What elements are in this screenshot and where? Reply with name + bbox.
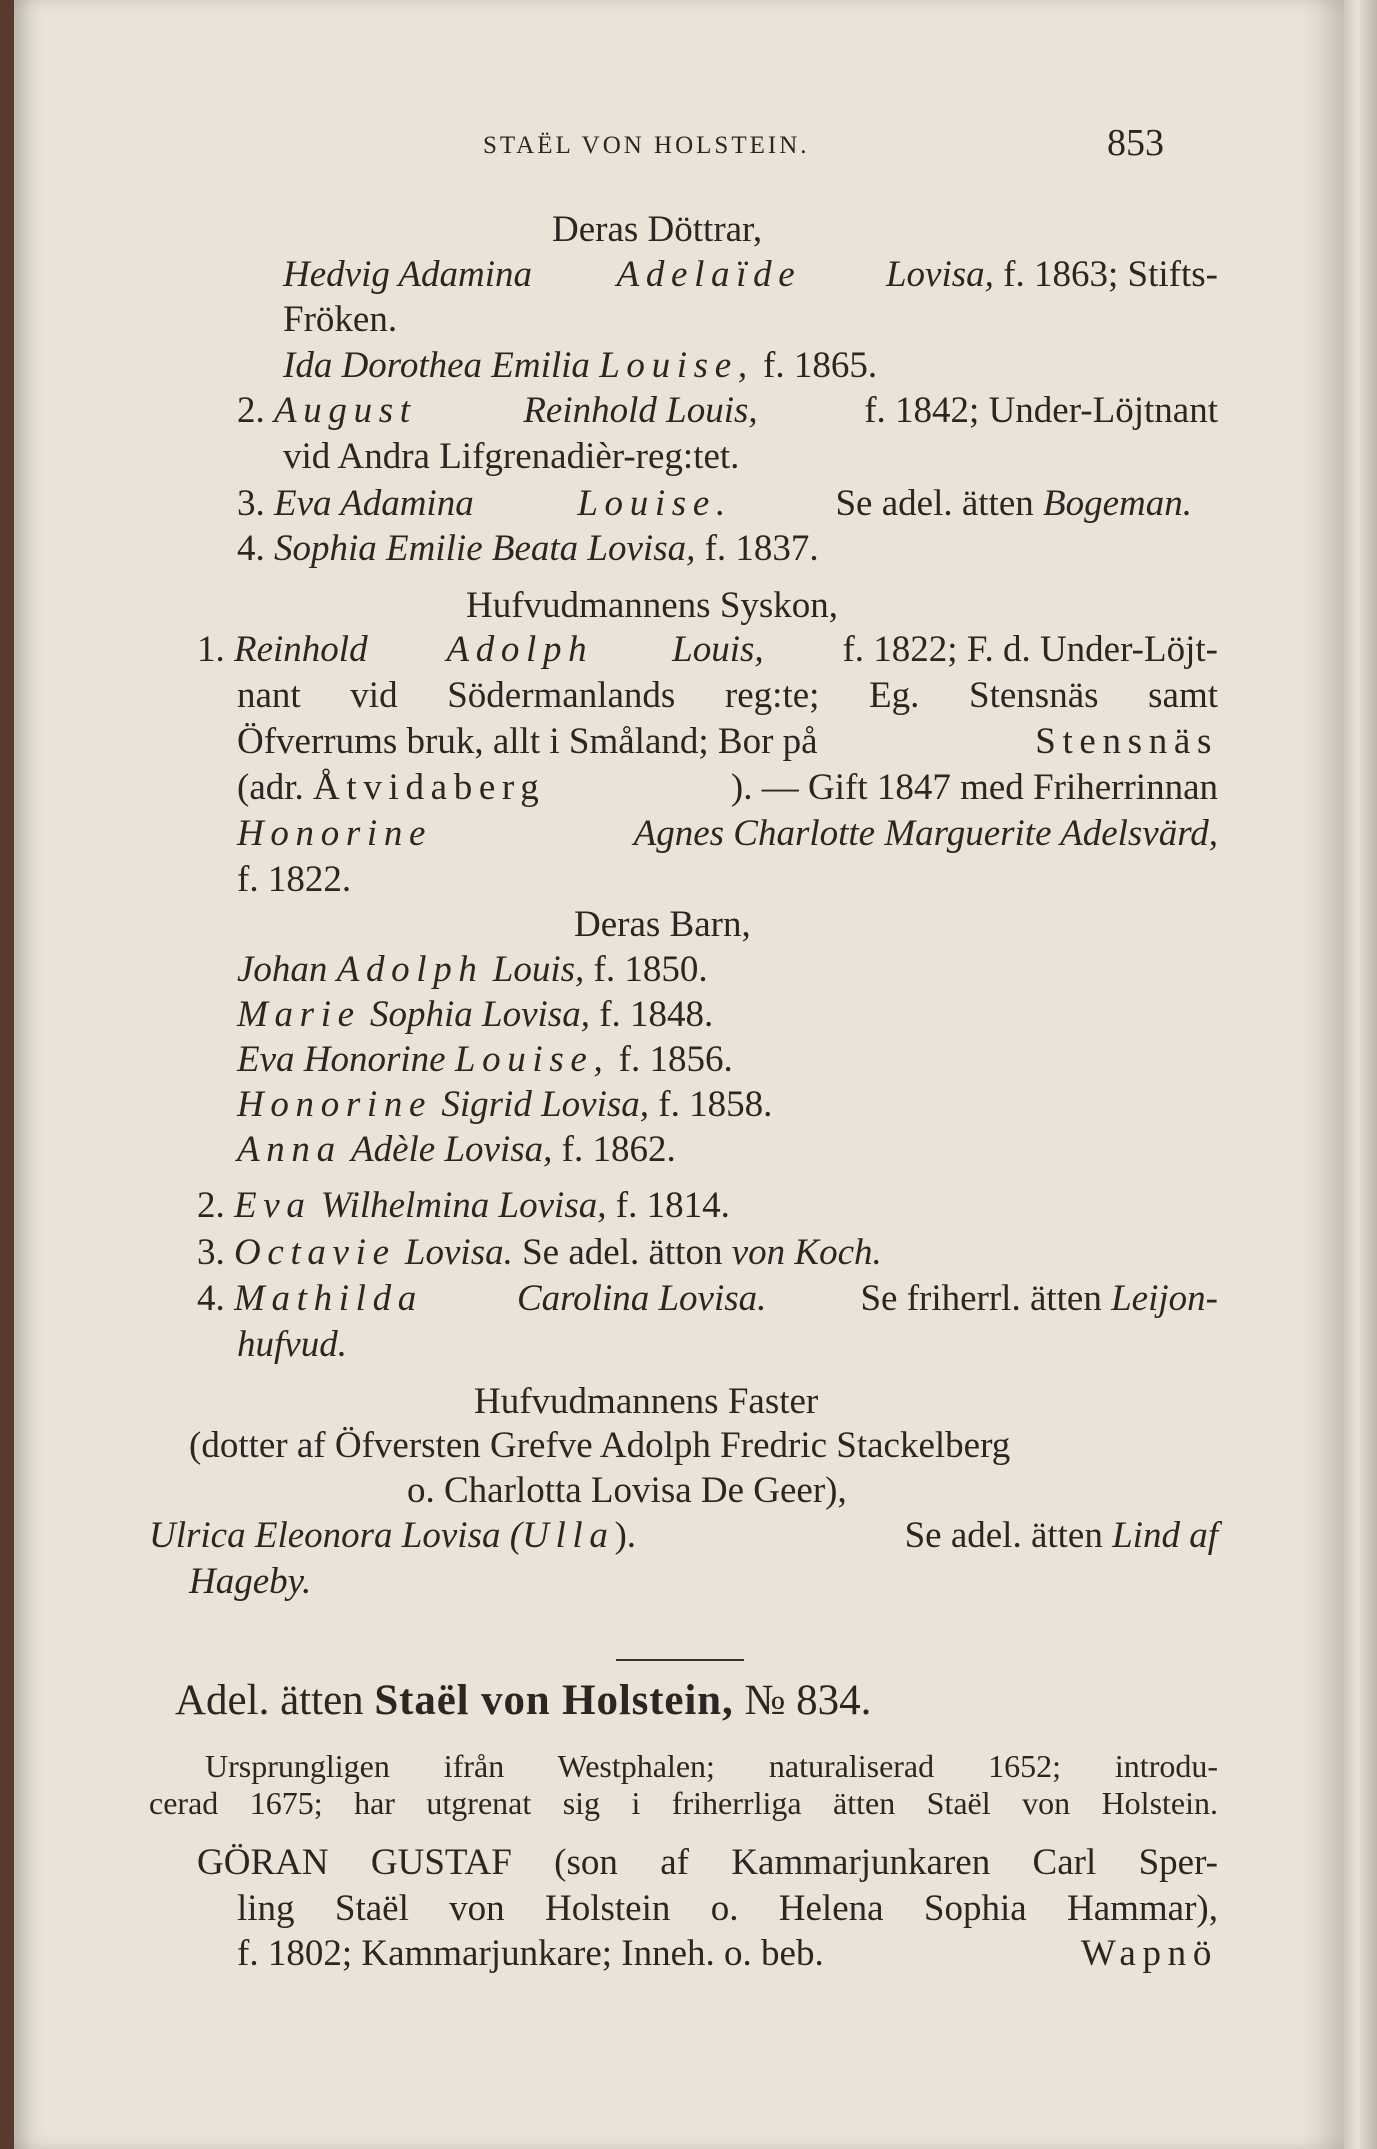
place-name: Åtvidaberg: [313, 767, 546, 808]
text-line: [237, 1935, 1218, 1972]
text-segment: f. 1837.: [695, 528, 819, 569]
text-line: [149, 1517, 1218, 1554]
list-number: 3.: [237, 483, 274, 524]
text-segment: f. 1822; F. d. Under-Löjt-: [842, 629, 1218, 670]
text-line: Hageby.: [189, 1561, 312, 1602]
section-heading-children: Deras Barn,: [574, 904, 751, 945]
list-number: 2.: [237, 390, 274, 431]
text-line: [237, 530, 819, 567]
person-name: Octavie: [234, 1232, 396, 1273]
person-name: Ulla: [522, 1515, 615, 1556]
family-title: Staël von Holstein,: [374, 1677, 734, 1724]
person-name: Adelaïde: [616, 254, 802, 295]
person-name: Louise,: [599, 345, 754, 386]
person-name: Adèle Lovisa,: [351, 1129, 553, 1170]
person-name: Wilhelmina Lovisa,: [320, 1185, 607, 1226]
person-name: Lovisa.: [404, 1232, 513, 1273]
text-segment: f. 1862.: [552, 1129, 676, 1170]
person-name: Eva Adamina: [274, 483, 474, 524]
text-line: [197, 1280, 1218, 1317]
text-line: [237, 392, 1218, 429]
list-number: 4.: [237, 528, 274, 569]
person-name: Sophia Emilie Beata Lovisa,: [274, 528, 696, 569]
list-number: 4.: [197, 1278, 234, 1319]
person-name: Sigrid Lovisa,: [441, 1084, 649, 1125]
text-line: [237, 485, 1192, 522]
text-line: [237, 951, 708, 988]
section-divider: [616, 1659, 744, 1661]
person-name: Adolph: [446, 629, 594, 670]
person-name: Anna: [237, 1129, 342, 1170]
text-segment: f. 1856.: [609, 1039, 733, 1080]
text-line: [197, 631, 1218, 668]
page-number: 853: [1107, 122, 1164, 164]
text-segment: Öfverrums bruk, allt i Småland; Bor på: [237, 721, 818, 762]
person-name: Eva Honorine: [237, 1039, 446, 1080]
person-name: Reinhold Louis,: [523, 390, 758, 431]
person-name: Hedvig Adamina: [283, 254, 533, 295]
text-line: [237, 996, 713, 1033]
list-number: 3.: [197, 1232, 234, 1273]
person-name: Sophia Lovisa,: [369, 994, 590, 1035]
person-name: Louise,: [454, 1039, 610, 1080]
text-segment: f. 1814.: [606, 1185, 730, 1226]
text-line: nant vid Södermanlands reg:te; Eg. Stensnäs samt: [237, 675, 1218, 716]
person-name: Marie: [237, 994, 361, 1035]
text-line: [197, 1234, 882, 1271]
text-line: [283, 347, 877, 384]
family-heading: [175, 1679, 871, 1722]
person-name: Mathilda: [234, 1278, 423, 1319]
text-segment: ). — Gift 1847 med Friherrinnan: [730, 767, 1218, 808]
running-title: STAËL VON HOLSTEIN.: [483, 132, 810, 159]
person-name: August: [274, 390, 417, 431]
list-number: 1.: [197, 629, 234, 670]
text-line: [283, 256, 1218, 293]
text-line: [237, 1086, 772, 1123]
text-line: Fröken.: [283, 299, 398, 340]
text-line: [197, 1187, 730, 1224]
family-number: № 834.: [733, 1677, 872, 1724]
text-segment: Se friherrl. ätten: [860, 1278, 1112, 1319]
text-line: o. Charlotta Lovisa De Geer),: [407, 1470, 847, 1511]
text-segment: f. 1842; Under-Löjtnant: [864, 390, 1218, 431]
person-name: Eva: [234, 1185, 312, 1226]
text-segment: f. 1858.: [649, 1084, 773, 1125]
text-line: [237, 1131, 676, 1168]
text-line: f. 1822.: [237, 859, 352, 900]
text-line: ling Staël von Holstein o. Helena Sophia Hammar),: [237, 1888, 1218, 1929]
person-name: Johan: [237, 949, 328, 990]
text-segment: Se adel. ätten: [904, 1515, 1113, 1556]
text-line: [237, 1041, 733, 1078]
text-line: Ursprungligen ifrån Westphalen; naturaliserad 1652; introdu-: [205, 1748, 1218, 1784]
place-name: Stensnäs: [1035, 721, 1218, 762]
person-name: Louise.: [577, 483, 732, 524]
text-segment: Adel. ätten: [175, 1677, 375, 1724]
person-name: Ida Dorothea Emilia: [283, 345, 590, 386]
text-line: [237, 769, 1218, 806]
text-line: [237, 723, 1218, 760]
text-segment: ).: [614, 1515, 637, 1556]
person-name: Carolina Lovisa.: [516, 1278, 767, 1319]
family-name: Bogeman.: [1043, 483, 1192, 524]
section-heading-daughters: Deras Döttrar,: [552, 209, 763, 250]
person-name: Honorine: [237, 1084, 433, 1125]
text-segment: f. 1848.: [589, 994, 714, 1035]
text-segment: f. 1863; Stifts-: [993, 254, 1218, 295]
text-line: vid Andra Lifgrenadièr-reg:tet.: [283, 436, 740, 477]
text-segment: Se adel. ätten: [835, 483, 1043, 524]
text-line: [237, 815, 1218, 852]
text-segment: Se adel. ätton: [512, 1232, 732, 1273]
person-name: Ulrica Eleonora Lovisa (: [149, 1515, 523, 1556]
family-name: von Koch.: [731, 1232, 882, 1273]
person-name: Louis,: [672, 629, 764, 670]
text-segment: f. 1802; Kammarjunkare; Inneh. o. beb.: [237, 1933, 824, 1974]
section-heading-aunt: Hufvudmannens Faster: [474, 1381, 819, 1422]
person-name: Reinhold: [234, 629, 368, 670]
place-name: Wapnö: [1080, 1933, 1218, 1974]
person-name: Louis,: [492, 949, 585, 990]
text-segment: f. 1850.: [584, 949, 708, 990]
list-number: 2.: [197, 1185, 234, 1226]
family-name: Lind af: [1112, 1515, 1218, 1556]
person-name: Agnes Charlotte Marguerite Adelsvärd,: [633, 813, 1218, 854]
text-segment: (adr.: [237, 767, 314, 808]
section-heading-siblings: Hufvudmannens Syskon,: [466, 585, 839, 626]
text-line: (dotter af Öfversten Grefve Adolph Fredric Stackelberg: [189, 1425, 1011, 1466]
person-name: Honorine: [237, 813, 433, 854]
person-name: Adolph: [336, 949, 484, 990]
person-name: Lovisa,: [885, 254, 994, 295]
text-segment: f. 1865.: [753, 345, 878, 386]
page-edge: [1344, 0, 1377, 2149]
text-line: GÖRAN GUSTAF (son af Kammarjunkaren Carl Sper-: [197, 1842, 1218, 1883]
family-name: Leijon-: [1111, 1278, 1218, 1319]
text-line: cerad 1675; har utgrenat sig i friherrliga ätten Staël von Holstein.: [149, 1785, 1218, 1821]
text-line: hufvud.: [237, 1324, 347, 1365]
